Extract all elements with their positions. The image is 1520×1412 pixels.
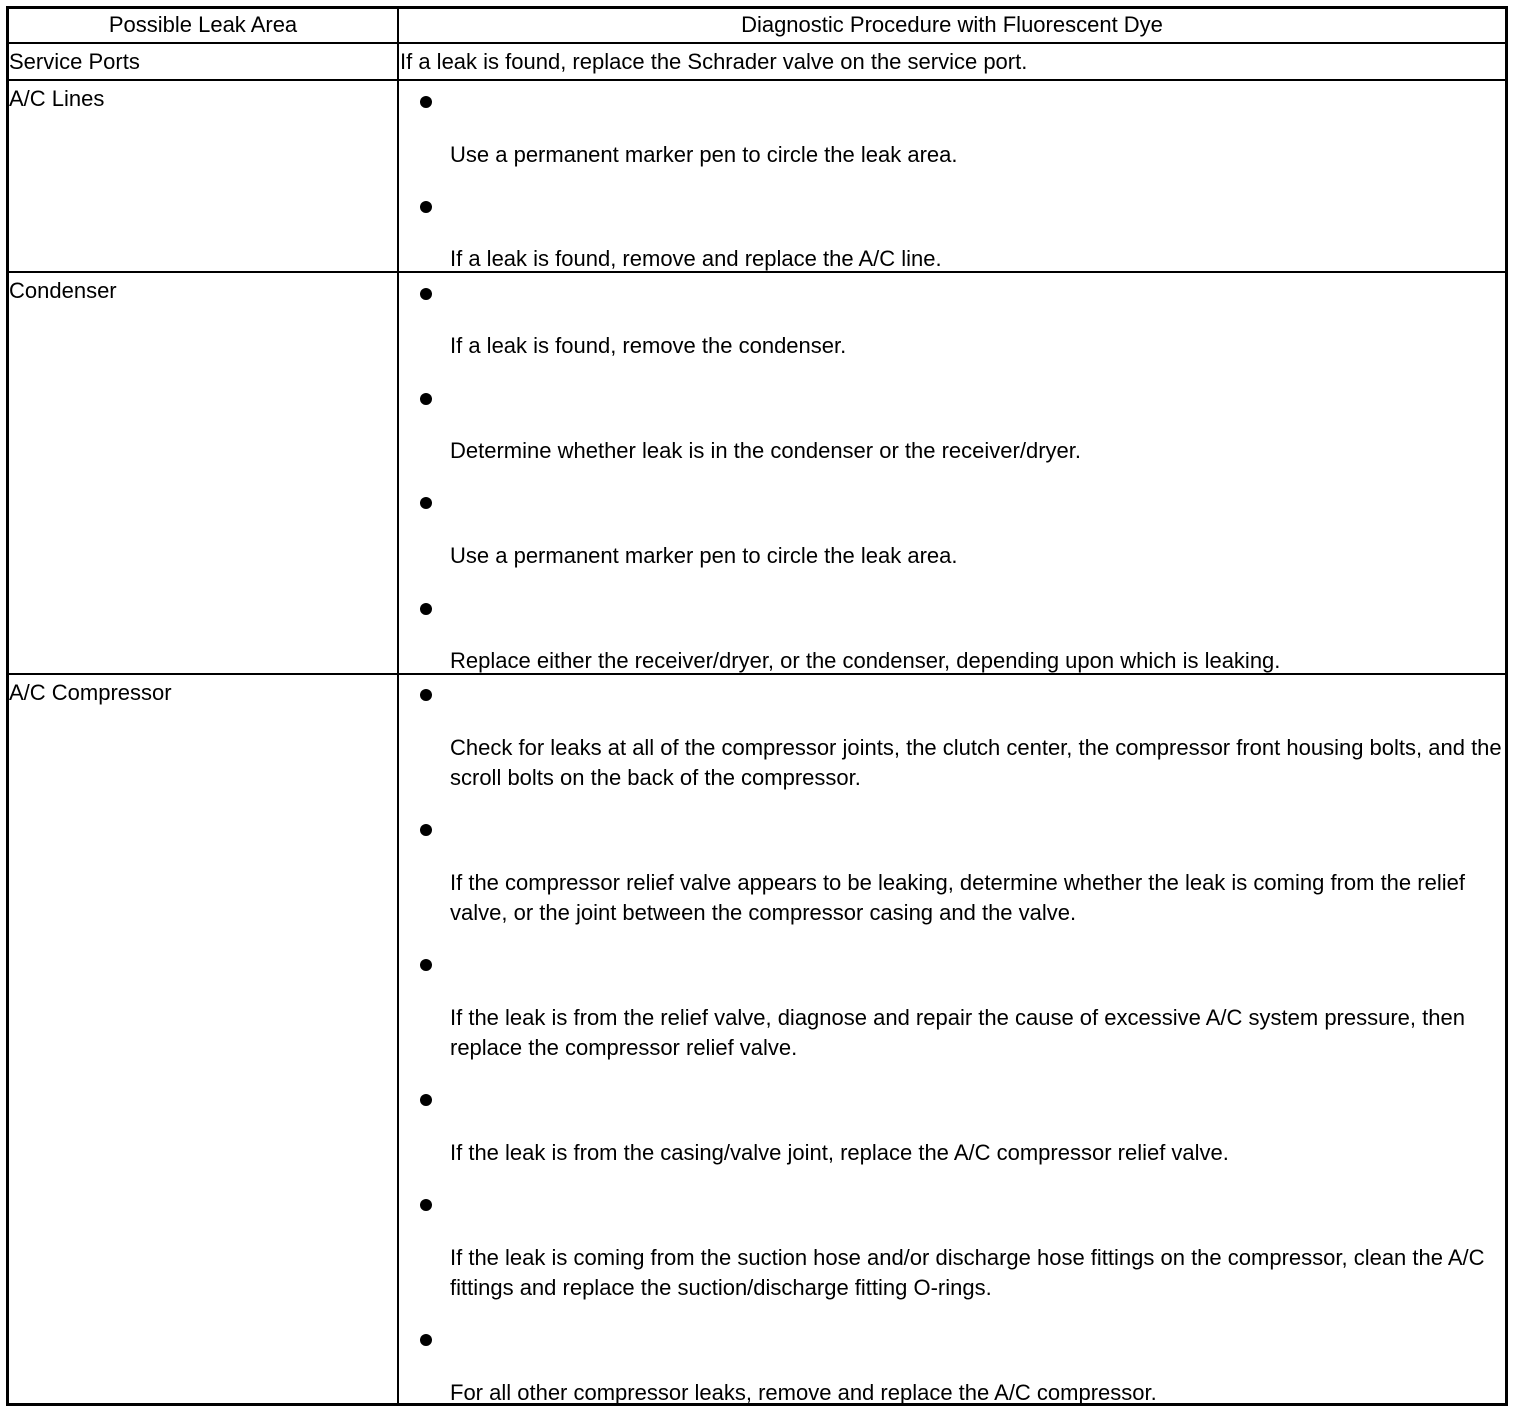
- row-divider: [9, 79, 1505, 81]
- procedure-step: For all other compressor leaks, remove and replace the A/C compressor.: [450, 1380, 1157, 1405]
- procedure-step: Check for leaks at all of the compressor joints, the clutch center, the compressor front housing bolts, and the scroll bolts on the back of the compressor.: [450, 735, 1502, 790]
- procedure-step: Use a permanent marker pen to circle the leak area.: [450, 543, 958, 568]
- area-ac-compressor: A/C Compressor: [9, 680, 172, 705]
- header-possible-leak-area: Possible Leak Area: [108, 12, 298, 37]
- procedure-step: Determine whether leak is in the condenser or the receiver/dryer.: [450, 438, 1081, 463]
- area-condenser: Condenser: [9, 278, 117, 303]
- bullet-icon: [420, 1334, 432, 1346]
- area-service-ports: Service Ports: [9, 49, 140, 74]
- procedure-step: Use a permanent marker pen to circle the leak area.: [450, 142, 958, 167]
- bullet-icon: [420, 689, 432, 701]
- procedure-step: If the leak is from the casing/valve joint, replace the A/C compressor relief valve.: [450, 1140, 1229, 1165]
- bullet-icon: [420, 1199, 432, 1211]
- procedure-step: Replace either the receiver/dryer, or the condenser, depending upon which is leaking.: [450, 648, 1281, 673]
- column-divider: [397, 9, 399, 1403]
- leak-diagnosis-table: [6, 6, 1508, 1406]
- procedure-service-ports: If a leak is found, replace the Schrader valve on the service port.: [400, 49, 1028, 74]
- area-ac-lines: A/C Lines: [9, 86, 105, 111]
- row-divider: [9, 42, 1505, 44]
- procedure-step: If a leak is found, remove and replace the A/C line.: [450, 246, 942, 271]
- bullet-icon: [420, 959, 432, 971]
- bullet-icon: [420, 288, 432, 300]
- procedure-step: If the compressor relief valve appears to be leaking, determine whether the leak is coming from the relief valve, or the joint between the compressor casing and the valve.: [450, 870, 1465, 925]
- procedure-step: If the leak is from the relief valve, diagnose and repair the cause of excessive A/C system pressure, then replace the compressor relief valve.: [450, 1005, 1465, 1060]
- procedure-step: If a leak is found, remove the condenser.: [450, 333, 847, 358]
- bullet-icon: [420, 201, 432, 213]
- bullet-icon: [420, 96, 432, 108]
- bullet-icon: [420, 1094, 432, 1106]
- bullet-icon: [420, 603, 432, 615]
- procedure-step: If the leak is coming from the suction hose and/or discharge hose fittings on the compressor, clean the A/C fittings and replace the suction/discharge fitting O-rings.: [450, 1245, 1485, 1300]
- bullet-icon: [420, 497, 432, 509]
- bullet-icon: [420, 824, 432, 836]
- bullet-icon: [420, 393, 432, 405]
- header-diagnostic-procedure: Diagnostic Procedure with Fluorescent Dye: [741, 12, 1163, 37]
